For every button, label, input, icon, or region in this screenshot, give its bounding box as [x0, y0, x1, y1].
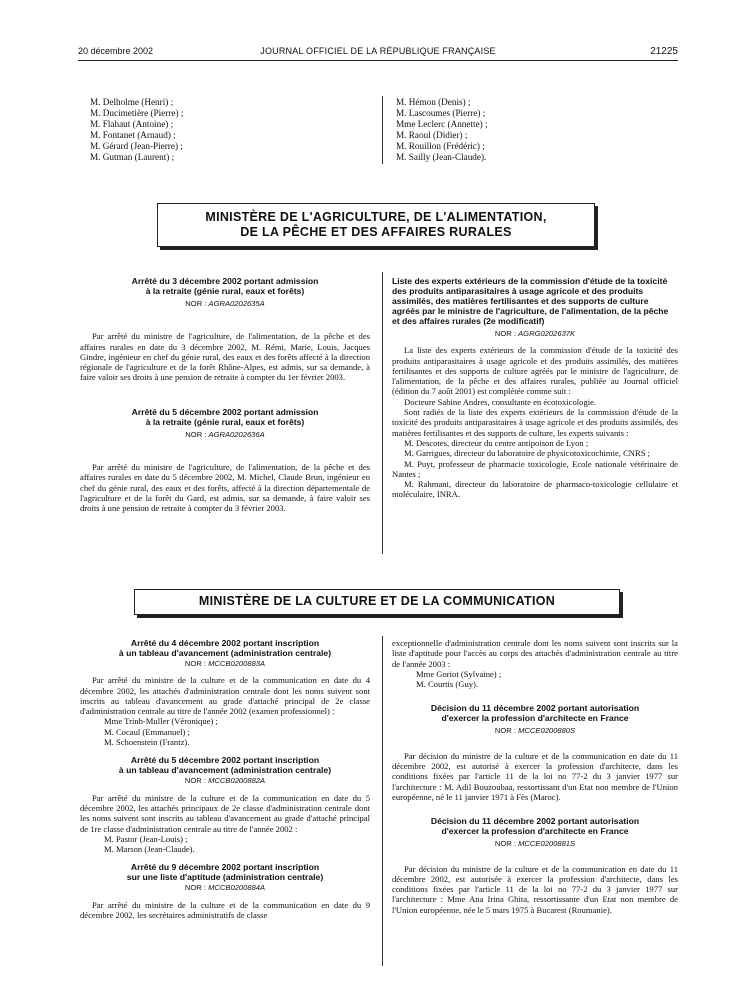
nor-reference — [80, 883, 370, 893]
decree-text: Par arrêté du ministre de la culture et de la communication en date du 9 décembre 2002, les secrétaires administratifs de classe — [80, 899, 370, 921]
list-item: M. Delholme (Henri) ; — [90, 97, 174, 107]
list-item: M. Ducimetière (Pierre) ; — [90, 108, 184, 118]
nor-label: NOR : — [185, 299, 207, 308]
nor-code: AGRG0202637K — [518, 329, 576, 338]
nor-reference — [80, 776, 370, 786]
culture-left-column — [80, 638, 370, 920]
decree-title: Arrêté du 3 décembre 2002 portant admission — [131, 276, 319, 286]
decree-title: à un tableau d'avancement (administration centrale) — [118, 648, 332, 658]
list-text: La liste des experts extérieurs de la commission d'étude de la toxicité des produits antiparasitaires à usage agricole et des produits assimilés, des matières fertilisantes et des supports de culture agréés par le ministre de l'agriculture, de l'alimentation, de la pêche et des affaires rurales, publiée au Journal officiel (édition du 7 août 2001) est complétée comme suit : — [392, 345, 678, 397]
name-list-right — [396, 97, 488, 163]
expert-item: M. Rahmani, directeur du laboratoire de pharmaco-toxicologie cellulaire et moléculaire, INRA. — [392, 479, 678, 500]
nor-reference — [392, 329, 678, 339]
journal-title: JOURNAL OFFICIEL DE LA RÉPUBLIQUE FRANÇAISE — [260, 46, 496, 56]
expert-item: M. Puyt, professeur de pharmacie toxicologie, Ecole nationale vétérinaire de Nantes ; — [392, 458, 678, 479]
nor-label: NOR : — [494, 329, 516, 338]
agriculture-left-column — [80, 276, 370, 514]
decree-text: exceptionnelle d'administration centrale dont les noms suivent sont inscrits sur la liste d'aptitude pour l'accès au corps des attachés d'administration centrale au titre de l'année 2003 : — [392, 638, 678, 669]
expert-item: M. Descotes, directeur du centre antipoison de Lyon ; — [404, 437, 589, 448]
column-divider — [382, 96, 383, 164]
culture-right-column — [392, 638, 678, 915]
decree-title: à la retraite (génie rural, eaux et forêts) — [145, 416, 305, 427]
nor-code: MCCE0200881S — [518, 839, 576, 849]
nor-label: NOR : — [184, 659, 206, 668]
page-number: 21225 — [650, 46, 678, 57]
list-item: M. Raoul (Didier) ; — [396, 130, 468, 140]
nor-code: AGRA0202635A — [208, 299, 265, 308]
decree-title: Arrêté du 9 décembre 2002 portant inscription — [130, 862, 320, 873]
nor-code: MCCB0200882A — [208, 776, 266, 786]
ministry-heading-culture — [134, 589, 620, 615]
list-item: M. Sailly (Jean-Claude). — [396, 152, 487, 162]
nor-label: NOR : — [184, 883, 206, 893]
expert-item: M. Garrigues, directeur du laboratoire de physicotoxicochimie, CNRS ; — [404, 448, 651, 459]
list-item: M. Gutman (Laurent) ; — [90, 152, 175, 162]
nor-label: NOR : — [494, 726, 516, 736]
decision-text: Par décision du ministre de la culture et de la communication en date du 11 décembre 2002, est autorisé à exercer la profession d'architecte, dans les conditions fixées par l'article 11 de la loi no 77-2 du 3 janvier 1977 sur l'architecture : M. Adil Bouzoubaa, ressortissant d'un Etat non membre de l'Union européenne, né le 11 janvier 1971 à Fès (Maroc). — [392, 750, 678, 802]
list-item: Mme Leclerc (Annette) ; — [396, 119, 488, 129]
list-item: M. Gérard (Jean-Pierre) ; — [90, 141, 183, 151]
decree-text: Par arrêté du ministre de la culture et de la communication en date du 5 décembre 2002, les attachés principaux de 2e classe d'administration centrale dont les noms suivent sont inscrits au tableau d'avancement au grade d'attaché principal de 1re classe d'administration centrale au titre de l'année 2002 : — [80, 792, 370, 834]
decree-title: à la retraite (génie rural, eaux et forêts) — [145, 286, 305, 296]
decree-title: Arrêté du 5 décembre 2002 portant admission — [131, 406, 319, 417]
list-item: M. Rouillon (Frédéric) ; — [396, 141, 485, 151]
decree-title: à un tableau d'avancement (administration centrale) — [118, 765, 332, 776]
list-item: M. Flahaut (Antoine) ; — [90, 119, 174, 129]
list-item: M. Hémon (Denis) ; — [396, 97, 471, 107]
decision-title: d'exercer la profession d'architecte en France — [441, 713, 629, 724]
decision-text: Par décision du ministre de la culture et de la communication en date du 11 décembre 2002, est autorisée à exercer la profession d'architecte, dans les conditions fixées par l'article 11 de la loi no 77-2 du 3 janvier 1977 sur l'architecture : Mme Ana Irina Ghita, ressortissante d'un Etat non membre de l'Union européenne, née le 5 mars 1975 à Bucarest (Roumanie). — [392, 863, 678, 915]
nor-label: NOR : — [184, 776, 206, 786]
header-rule — [78, 60, 678, 61]
ministry-heading-line1: MINISTÈRE DE LA CULTURE ET DE LA COMMUNICATION — [198, 594, 556, 608]
column-divider — [382, 272, 383, 554]
column-divider — [382, 636, 383, 966]
name-item: M. Schoenstein (Frantz). — [104, 737, 190, 748]
name-item: Mme Goriot (Sylvaine) ; — [416, 668, 502, 679]
name-item: M. Pastor (Jean-Louis) ; — [104, 833, 188, 844]
agriculture-right-column — [392, 276, 678, 500]
name-item: M. Marson (Jean-Claude). — [104, 844, 195, 855]
list-item: M. Lascoumes (Pierre) ; — [396, 108, 486, 118]
decree-title: Arrêté du 5 décembre 2002 portant inscription — [130, 755, 320, 766]
nor-code: MCCE0200880S — [518, 726, 576, 736]
list-title: Liste des experts extérieurs de la commission d'étude de la toxicité des produits antiparasitaires à usage agricole et des produits assimilés, des matières fertilisantes et des supports de culture agréés par le ministre de l'agriculture, de l'alimentation, de la pêche et des affaires rurales (2e modificatif) — [392, 276, 669, 326]
list-item: M. Fontanet (Arnaud) ; — [90, 130, 176, 140]
decree-title: Arrêté du 4 décembre 2002 portant inscription — [130, 638, 320, 648]
decree-title: sur une liste d'aptitude (administration centrale) — [126, 872, 324, 883]
nor-reference — [80, 430, 370, 440]
ministry-heading-agriculture — [157, 203, 595, 247]
nor-reference — [392, 726, 678, 736]
decision-title: d'exercer la profession d'architecte en France — [441, 826, 629, 837]
nor-reference — [80, 659, 370, 669]
decree-text: Par arrêté du ministre de l'agriculture, de l'alimentation, de la pêche et des affaires rurales en date du 5 décembre 2002, M. Michel, Claude Brun, ingénieur en chef du génie rural, des eaux et des forêts, affecté à la direction départementale de l'agriculture et de la forêt du Gard, est admis, sur sa demande, à faire valoir ses droits à une pension de retraite à compter du 3 février 2003. — [80, 462, 370, 514]
decree-text: Par arrêté du ministre de la culture et de la communication en date du 4 décembre 2002, les attachés d'administration centrale dont les noms suivent sont inscrits au tableau d'avancement au grade d'attaché principal de 2e classe d'administration centrale au titre de l'année 2002 (examen professionnel) : — [80, 675, 370, 717]
header-date: 20 décembre 2002 — [78, 46, 154, 56]
ministry-heading-line2: DE LA PÊCHE ET DES AFFAIRES RURALES — [240, 225, 512, 239]
nor-reference — [80, 299, 370, 309]
decision-title: Décision du 11 décembre 2002 portant autorisation — [430, 816, 640, 827]
name-item: M. Cocaul (Emmanuel) ; — [104, 726, 190, 737]
nor-label: NOR : — [185, 429, 207, 439]
nor-label: NOR : — [494, 839, 516, 849]
name-list-left — [90, 97, 183, 163]
name-item: Mme Trinh-Muller (Véronique) ; — [104, 716, 218, 727]
decree-text: Par arrêté du ministre de l'agriculture, de l'alimentation, de la pêche et des affaires rurales en date du 3 décembre 2002, M. Rémi, Marie, Louis, Jacques Gindre, ingénieur en chef du génie rural, des eaux et des forêts affecté à la direction régionale de l'agriculture et de la forêt Rhône-Alpes, est admis, sur sa demande, à faire valoir ses droits à une pension de retraite à compter du 1er février 2003. — [80, 331, 370, 383]
decision-title: Décision du 11 décembre 2002 portant autorisation — [430, 703, 640, 714]
nor-code: MCCB0200884A — [208, 883, 266, 893]
nor-code: MCCB0200883A — [208, 659, 266, 668]
name-item: M. Courtis (Guy). — [416, 679, 479, 690]
list-text: Docteure Sabine Andres, consultante en écotoxicologie. — [404, 396, 597, 407]
list-text: Sont radiés de la liste des experts extérieurs de la commission d'étude de la toxicité des produits antiparasitaires à usage agricole et des produits assimilés, des matières fertilisantes et des supports de culture, les experts suivants : — [392, 407, 678, 438]
nor-reference — [392, 839, 678, 849]
nor-code: AGRA0202636A — [208, 429, 265, 439]
ministry-heading-line1: MINISTÈRE DE L'AGRICULTURE, DE L'ALIMENTATION, — [205, 210, 547, 224]
